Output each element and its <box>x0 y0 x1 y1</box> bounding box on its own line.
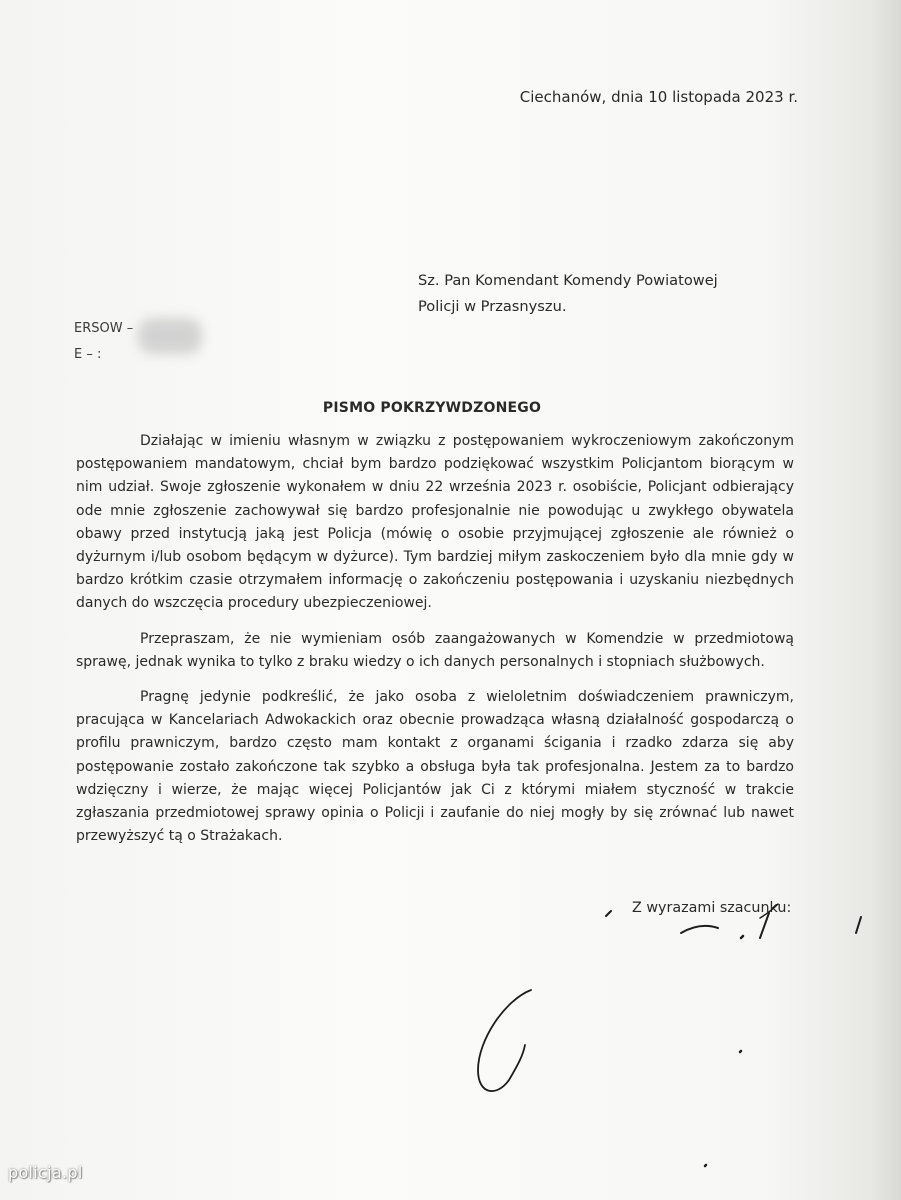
date-line: Ciechanów, dnia 10 listopada 2023 r. <box>519 88 798 106</box>
letter-title: PISMO POKRZYWDZONEGO <box>322 400 542 416</box>
paragraph-3: Pragnę jedynie podkreślić, że jako osoba z wieloletnim doświadczeniem prawniczym, pracująca w Kancelariach Adwokackich oraz obecnie prowadząca własną działalność gospodarczą o profilu prawniczym, bardzo często mam kontakt z organami ścigania i rzadko zdarza się aby postępowanie zostało zakończone tak szybko a obsługa była tak profesjonalna. Jestem za to bardzo wdzięczny i wierze, że mając więcej Policjantów jak Ci z którymi miałem styczność w trakcie zgłaszania przedmiotowej sprawy opinia o Policji i zaufanie do niej mogły by się zrównać lub nawet przewyższyć tą o Strażakach. <box>76 689 794 845</box>
recipient-line-1: Sz. Pan Komendant Komendy Powiatowej <box>418 272 718 289</box>
paragraph-1: Działając w imieniu własnym w związku z postępowaniem wykroczeniowym zakończonym postępowaniem mandatowym, chciał bym bardzo podziękować wszystkim Policjantom biorącym w nim udział. Swoje zgłoszenie wykonałem w dniu 22 września 2023 r. osobiście, Policjant odbierający ode mnie zgłoszenie zachowywał się bardzo profesjonalnie nie powodując u zwykłego obywatela obawy przed instytucją jaką jest Policja (mówię o osobie przyjmującej zgłoszenie ale również o dyżurnym i/lub osobom będącym w dyżurce). Tym bardziej miłym zaskoczeniem było dla mnie gdy w bardzo krótkim czasie otrzymałem informację o zakończeniu postępowania i uzyskaniu niezbędnych danych do wszczęcia procedury ubezpieczeniowej. <box>76 433 794 612</box>
closing-line: Z wyrazami szacunku: <box>632 900 792 916</box>
paragraph-2: Przepraszam, że nie wymieniam osób zaangażowanych w Komendzie w przedmiotową sprawę, jednak wynika to tylko z braku wiedzy o ich danych personalnych i stopniach służbowych. <box>76 630 794 670</box>
sender-line-1: ERSOW – <box>74 321 134 336</box>
sender-line-2: E – : <box>74 347 102 362</box>
watermark-logo: policja.pl <box>8 1163 83 1182</box>
recipient-line-2: Policji w Przasnyszu. <box>418 298 567 315</box>
